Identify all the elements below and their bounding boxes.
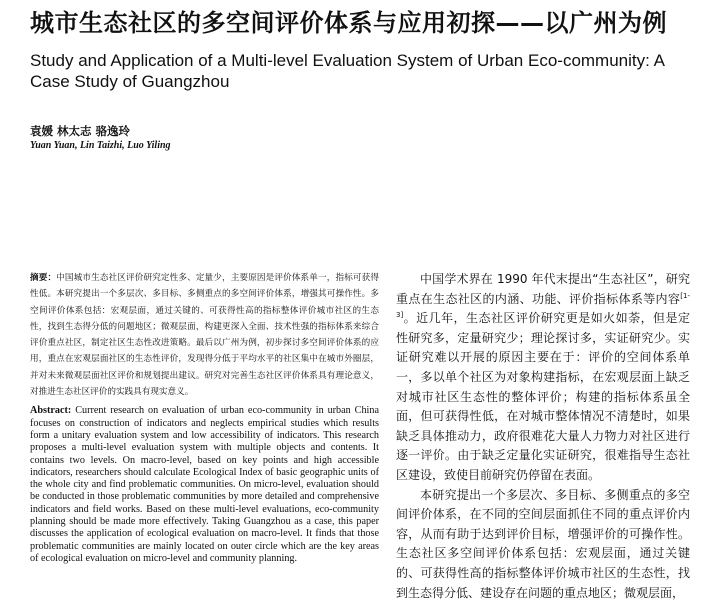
body-paragraph-2: 本研究提出一个多层次、多目标、多侧重点的多空间评价体系，在不同的空间层面抓住不同的重点评价内容，从而有助于达到评价目标，增强评价的可操作性。生态社区多空间评价体系包括：宏观层面，通过关键的、可获得性高的指标整体评价城市社区的生态性，找到生态得分低、建设存在问题的重点地区；微观层面， [396, 487, 690, 600]
body-paragraph-1-text-a: 中国学术界在 1990 年代末提出“生态社区”，研究重点在生态社区的内涵、功能、评价指标体系等内容 [396, 272, 690, 306]
abstract-english-label: Abstract: [30, 405, 72, 417]
authors-english: Yuan Yuan, Lin Taizhi, Luo Yiling [30, 140, 171, 151]
title-english: Study and Application of a Multi-level Evaluation System of Urban Eco-community: A Case Study of Guangzhou [30, 51, 665, 91]
body-column [396, 270, 690, 610]
body-paragraph-1-text-b: 。近几年，生态社区评价研究更是如火如荼，但是定性研究多，定量研究少；理论探讨多，实证研究少。实证研究难以开展的原因主要在于：评价的空间体系单一，多以单个社区为对象构建指标，在宏观层面上缺乏对城市社区生态性的整体评价；构建的指标体系虽全面，但可获得性低，在对城市整体情况不清楚时，如果缺乏具体推动力，政府很难花大量人力物力对社区进行逐一评价。由于缺乏定量化实证研究，很难指导生态社区建设，致使目前研究仍停留在表面。 [396, 311, 690, 482]
abstract-column [30, 270, 379, 610]
title-chinese: 城市生态社区的多空间评价体系与应用初探——以广州为例 [30, 9, 667, 37]
body-paragraph-1 [396, 270, 690, 486]
abstract-chinese-label: 摘要： [30, 273, 57, 283]
abstract-english [30, 405, 379, 565]
abstract-chinese-text: 中国城市生态社区评价研究定性多、定量少，主要原因是评价体系单一，指标可获得性低。本研究提出一个多层次、多目标、多侧重点的多空间评价体系，增强其可操作性。多空间评价体系包括：宏观层面，通过关键的、可获得性高的指标整体评价城市社区的生态性，找到生态得分低的问题地区；微观层面，构建更深入全面、技术性强的指标体系来综合评价重点社区，制定社区生态性改进策略。最后以广州为例，初步探讨多空间评价体系的应用，重点在宏观层面社区的生态性评价，发现得分低于平均水平的社区集中在城市外圈层，并对未来微观层面社区评价和规划提出建议。研究对完善生态社区评价体系具有理论意义，对推进生态社区评价的实践具有现实意义。 [30, 273, 379, 398]
abstract-english-text: Current research on evaluation of urban eco-community in urban China focuses on construction of indicators and neglects empirical studies which results form a unitary evaluation system and low accessibility of indicators. This research proposes a multi-level evaluation system with multiple objects and contents. It contains two levels. On macro-level, based on key points and high accessible indicators, researchers should calculate Ecological Index of basic geographic units of the whole city and find problematic communities. On micro-level, evaluation should be conducted in those problematic communities by more detailed and comprehensive indicators and field works. Based on these multi-level evaluations, eco-community planning should be made more effectively. Taking Guangzhou as a case, this paper discusses the application of ecological evaluation on macro-level. It finds that those problematic communities are mainly located on outer circle which are the key areas of ecological evaluation on micro-level and community planning. [30, 405, 379, 564]
citation-reference[interactable]: [1-3] [396, 291, 690, 320]
abstract-chinese [30, 270, 379, 400]
authors-chinese: 袁媛 林太志 骆逸玲 [30, 124, 131, 138]
